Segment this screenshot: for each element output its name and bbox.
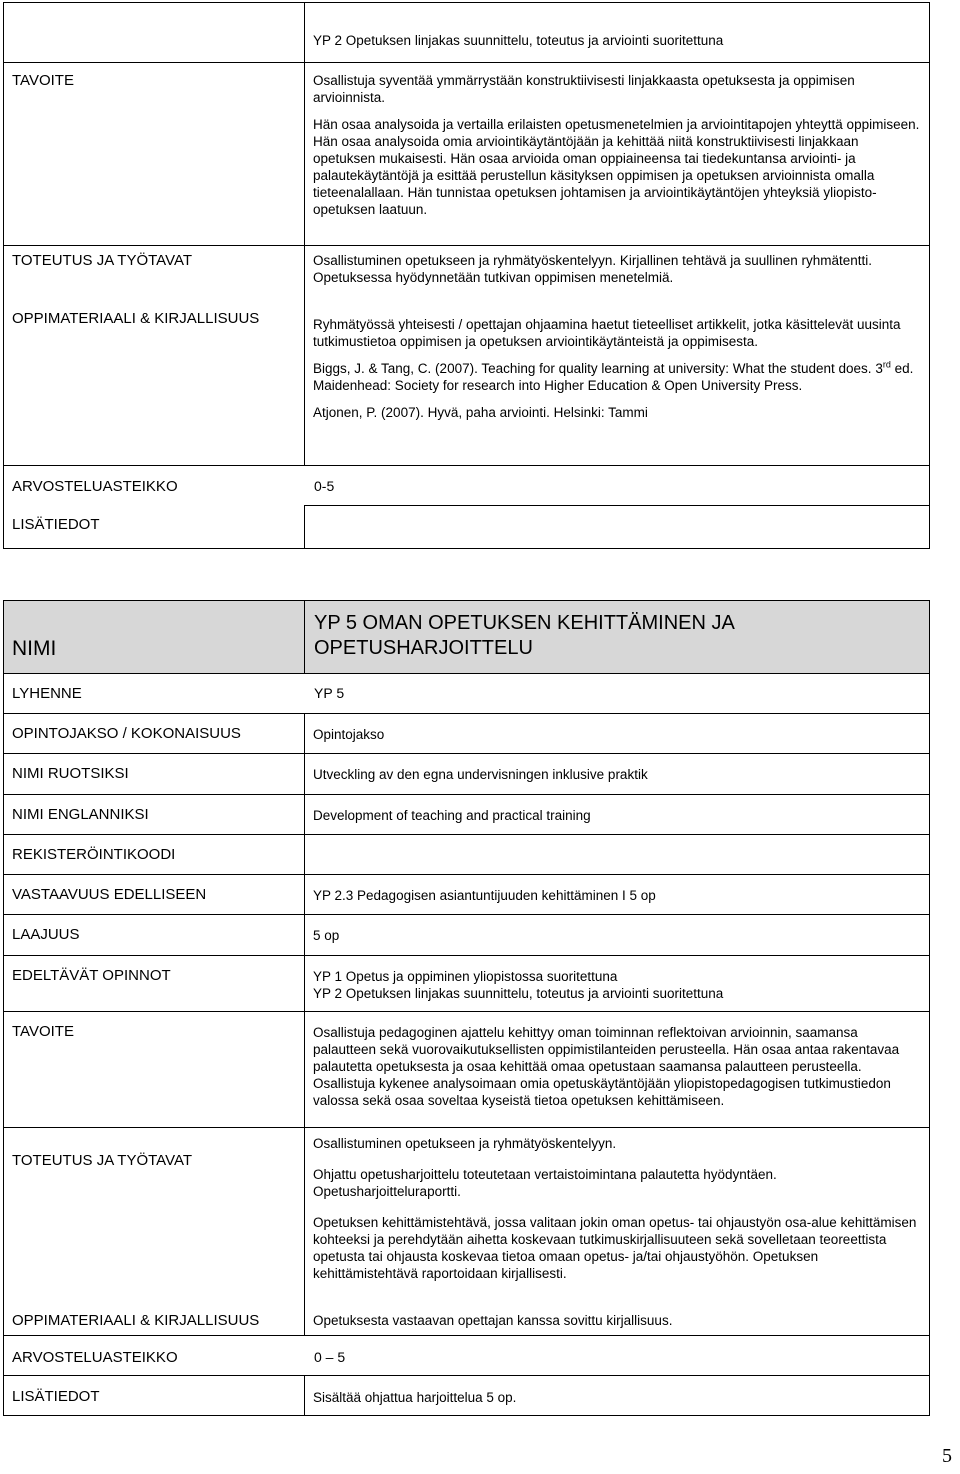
ref-biggs-part1: Biggs, J. & Tang, C. (2007). Teaching for quality learning at university: What the student does. 3	[313, 360, 883, 376]
course-table-yp5	[3, 600, 930, 1416]
course-table-yp4	[3, 2, 930, 549]
toteutus-paragraph-2: Ohjattu opetusharjoittelu toteutetaan vertaistoimintana palautetta hyödyntäen. Opetusharjoitteluraportti.	[313, 1167, 777, 1199]
vastaavuus-value: YP 2.3 Pedagogisen asiantuntijuuden kehittäminen I 5 op	[313, 888, 656, 903]
toteutus-paragraph-3: Opetuksen kehittämistehtävä, jossa valitaan jokin oman opetus- tai ohjaustyön osa-alue kehittämisen kohteeksi ja perehdytään aihetta koskevaan tutkimuskirjallisuuteen sekä sovelletaan teoreettista opetusta tai ohjausta koskevaa tietoa omaan opetus- ja/tai ohjaustyöhön. Opetuksen kehittämistehtävä raportoidaan kirjallisesti.	[313, 1215, 917, 1281]
arvostelu-value: 0-5	[314, 478, 335, 494]
course-title: YP 5 OMAN OPETUKSEN KEHITTÄMINEN JA OPETUSHARJOITTELU	[314, 612, 734, 659]
lisatiedot-value-2: Sisältää ohjattua harjoittelua 5 op.	[313, 1390, 517, 1405]
arvostelu-value-2: 0 – 5	[314, 1349, 346, 1365]
edeltavat-line-1: YP 1 Opetus ja oppiminen yliopistossa suoritettuna	[313, 969, 618, 984]
tavoite-text-2: Osallistuja pedagoginen ajattelu kehittyy oman toiminnan reflektoivan arvioinnin, saamansa palautteen sekä vuorovaikutuksellisten oppimistilanteiden perusteella. Hän osaa antaa rakentavaa palautetta opetuksesta ja osaa kehittää omaa opetustaan saamansa palautteen perusteella. Osallistuja kykenee analysoimaan omia opetuskäytäntöjään yliopistopedagogisen tutkimustiedon valossa sekä osaa soveltaa kyseistä tietoa opetuksen kehittämiseen.	[313, 1025, 900, 1108]
ref-biggs-part2: ed. Maidenhead: Society for research into Higher Education & Open University Press.	[313, 360, 914, 393]
edeltavat-line-2: YP 2 Opetuksen linjakas suunnittelu, toteutus ja arviointi suoritettuna	[313, 986, 724, 1001]
englanniksi-label: NIMI ENGLANNIKSI	[12, 806, 149, 823]
laajuus-value: 5 op	[313, 928, 340, 943]
arvostelu-label-2: ARVOSTELUASTEIKKO	[12, 1349, 178, 1366]
lisatiedot-label: LISÄTIEDOT	[12, 515, 100, 533]
tavoite-paragraph-2: Hän osaa analysoida ja vertailla erilaisten opetusmenetelmien ja arviointitapojen yhteyttä oppimiseen. Hän osaa analysoida omia arviointikäytäntöjään ja kehittää niitä konstruktiivisesti linjakkaan opetuksen mukaisesti. Hän osaa arvioida oman oppiaineensa tai tiedekuntansa arviointi- ja palautekäytäntöjä ja esittää perustellun käsityksen oppimisen ja opetuksen arvioinnista omalla tieteenalallaan. Hän tunnistaa opetuksen johtamisen ja arviointikäytäntöjen yhteyksiä yliopisto-opetuksen laatuun.	[313, 117, 920, 217]
page-number: 5	[942, 1445, 952, 1467]
arvostelu-label: ARVOSTELUASTEIKKO	[12, 478, 178, 495]
opintojakso-value: Opintojakso	[313, 727, 385, 742]
lisatiedot-label-2: LISÄTIEDOT	[12, 1388, 100, 1405]
ref-biggs-sup: rd	[882, 359, 891, 369]
materiaali-label: OPPIMATERIAALI & KIRJALLISUUS	[12, 309, 260, 327]
prerequisite-line: YP 2 Opetuksen linjakas suunnittelu, toteutus ja arviointi suoritettuna	[313, 33, 724, 48]
tavoite-paragraph-1: Osallistuja syventää ymmärrystään konstruktiivisesti linjakkaasta opetuksesta ja oppimisen arvioinnista.	[313, 73, 855, 105]
englanniksi-value: Development of teaching and practical training	[313, 808, 591, 823]
lyhenne-label: LYHENNE	[12, 685, 82, 702]
materiaali-reference-biggs	[313, 360, 921, 394]
empty-label-cell	[4, 3, 305, 63]
materiaali-value-2: Opetuksesta vastaavan opettajan kanssa sovittu kirjallisuus.	[313, 1312, 673, 1328]
edeltavat-label: EDELTÄVÄT OPINNOT	[12, 967, 171, 984]
ruotsiksi-value: Utveckling av den egna undervisningen inklusive praktik	[313, 767, 648, 782]
laajuus-label: LAAJUUS	[12, 926, 80, 943]
rekisteri-label: REKISTERÖINTIKOODI	[12, 846, 176, 863]
lyhenne-value: YP 5	[314, 685, 345, 701]
tavoite-label: TAVOITE	[12, 72, 74, 89]
ruotsiksi-label: NIMI RUOTSIKSI	[12, 765, 129, 782]
tavoite-label-2: TAVOITE	[12, 1023, 74, 1040]
materiaali-reference-atjonen: Atjonen, P. (2007). Hyvä, paha arviointi. Helsinki: Tammi	[313, 404, 648, 420]
toteutus-label-2: TOTEUTUS JA TYÖTAVAT	[12, 1152, 193, 1169]
opintojakso-label: OPINTOJAKSO / KOKONAISUUS	[12, 725, 241, 742]
toteutus-paragraph-1: Osallistuminen opetukseen ja ryhmätyöskentelyyn.	[313, 1136, 617, 1151]
materiaali-label-2: OPPIMATERIAALI & KIRJALLISUUS	[12, 1311, 260, 1329]
toteutus-label: TOTEUTUS JA TYÖTAVAT	[12, 252, 193, 269]
materiaali-paragraph-1: Ryhmätyössä yhteisesti / opettajan ohjaamina haetut tieteelliset artikkelit, jotka käsittelevät uusinta tutkimustietoa oppimisen ja opetuksen arviointikäytänteistä ja oppimisesta.	[313, 316, 901, 349]
vastaavuus-label: VASTAAVUUS EDELLISEEN	[12, 886, 207, 903]
toteutus-text: Osallistuminen opetukseen ja ryhmätyöskentelyyn. Kirjallinen tehtävä ja suullinen ryhmätentti. Opetuksessa hyödynnetään tutkivan oppimisen menetelmiä.	[313, 253, 873, 285]
nimi-label: NIMI	[12, 637, 57, 660]
